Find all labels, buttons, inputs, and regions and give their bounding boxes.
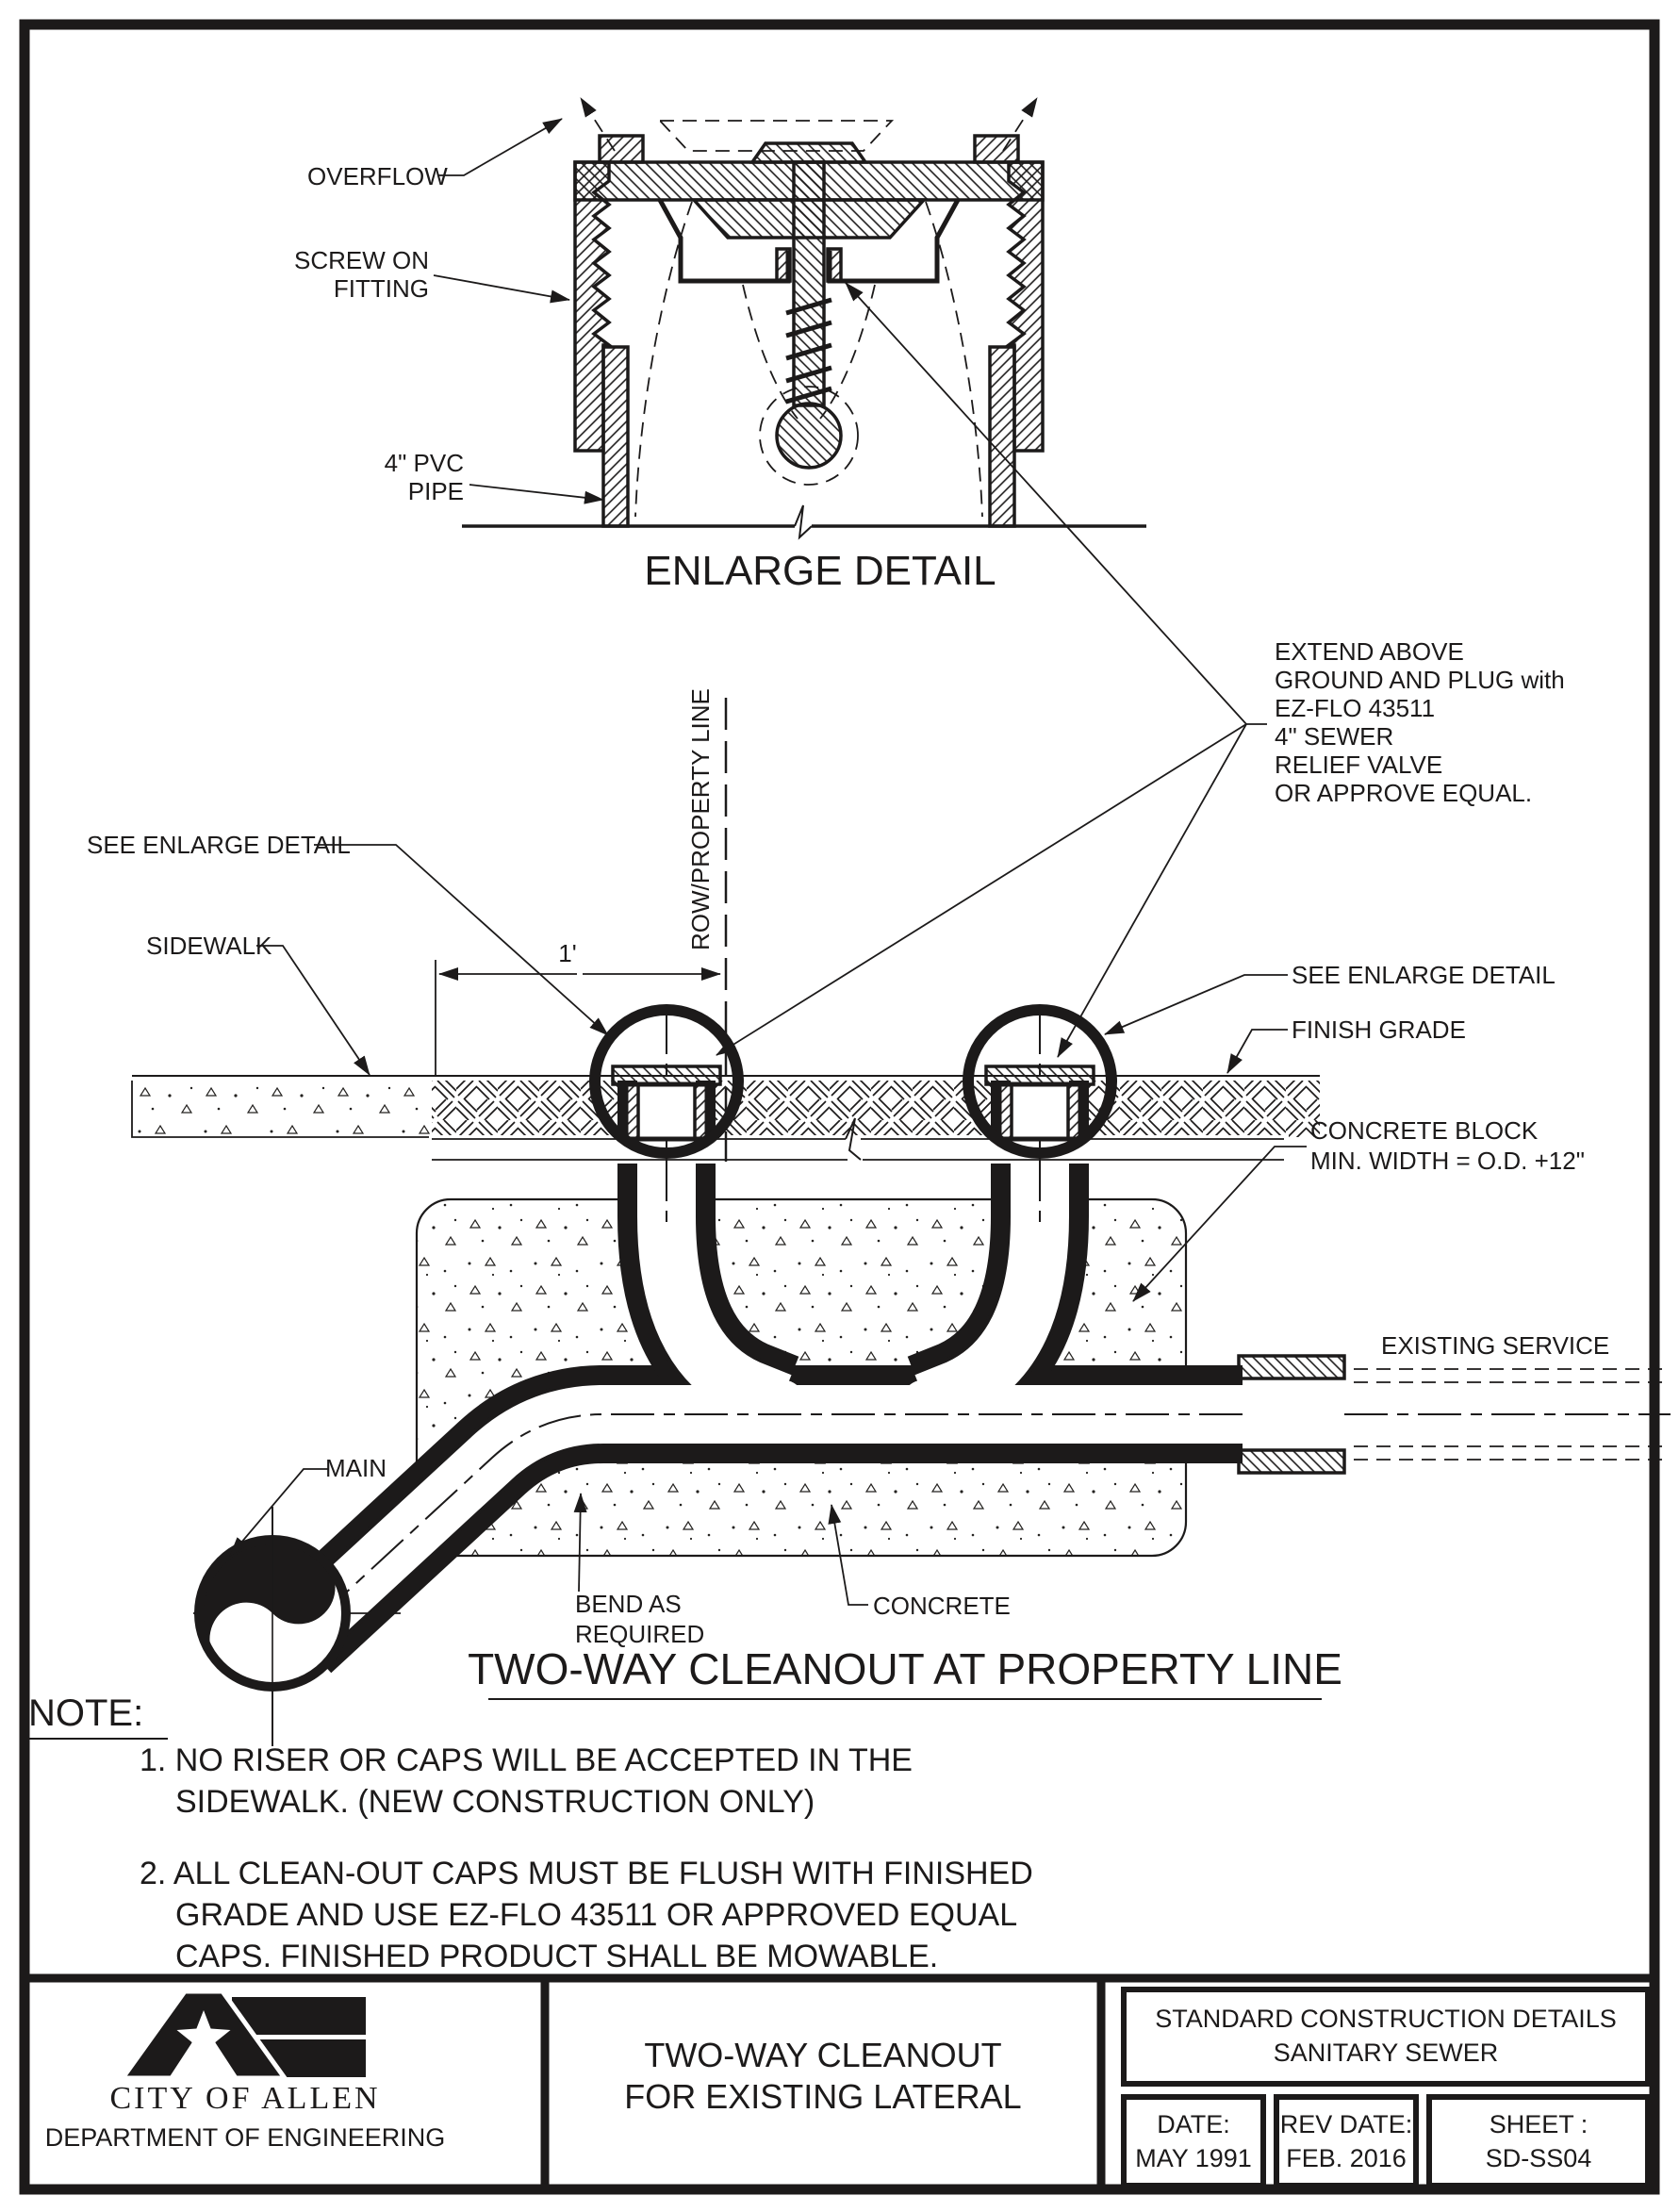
enlarge-detail-title: ENLARGE DETAIL <box>644 548 996 594</box>
department-name: DEPARTMENT OF ENGINEERING <box>44 2123 446 2152</box>
subgrade-band <box>432 1081 1320 1137</box>
detail-ground-break-icon <box>795 505 812 537</box>
overflow-leader <box>437 119 562 175</box>
date-label: DATE: <box>1157 2110 1230 2138</box>
concrete-block-label-2: MIN. WIDTH = O.D. +12" <box>1310 1147 1585 1175</box>
sidewalk-leader <box>256 946 370 1075</box>
svg-text:RELIEF VALVE: RELIEF VALVE <box>1275 751 1443 779</box>
sidewalk-band <box>132 1081 432 1137</box>
series-box <box>1124 1989 1648 2084</box>
main-label: MAIN <box>325 1454 387 1482</box>
finish-grade-label: FINISH GRADE <box>1292 1015 1466 1044</box>
screw-on-leader <box>434 275 569 300</box>
screw-on-label-1: SCREW ON <box>294 246 429 274</box>
note-2-line-1: 2. ALL CLEAN-OUT CAPS MUST BE FLUSH WITH FINISHED <box>140 1856 1033 1891</box>
agency-name: CITY OF ALLEN <box>109 2081 381 2116</box>
cup-tab-right <box>828 249 841 281</box>
plan-figure <box>87 283 1671 1746</box>
enlarge-detail-figure <box>294 98 1146 594</box>
svg-text:EXTEND ABOVE: EXTEND ABOVE <box>1275 637 1464 666</box>
svg-text:GROUND AND PLUG with: GROUND AND PLUG with <box>1275 666 1565 694</box>
pvc-pipe-wall-left <box>603 347 628 526</box>
pvc-pipe-wall-right <box>990 347 1014 526</box>
svg-text:OR APPROVE EQUAL.: OR APPROVE EQUAL. <box>1275 779 1533 807</box>
concrete-label: CONCRETE <box>873 1592 1011 1620</box>
cap-tab-left <box>600 136 643 162</box>
svg-text:EZ-FLO 43511: EZ-FLO 43511 <box>1275 694 1436 722</box>
extend-note <box>1275 637 1565 807</box>
existing-service <box>1239 1356 1671 1473</box>
cap-tab-right <box>975 136 1018 162</box>
screw-on-label-2: FITTING <box>333 274 429 303</box>
sheet-value: SD-SS04 <box>1485 2144 1592 2172</box>
note-1-line-1: 1. NO RISER OR CAPS WILL BE ACCEPTED IN THE <box>140 1742 913 1778</box>
bend-label-1: BEND AS <box>575 1590 682 1618</box>
overflow-label: OVERFLOW <box>307 162 448 190</box>
dimension-1ft <box>439 939 720 974</box>
svg-text:4" SEWER: 4" SEWER <box>1275 722 1394 751</box>
sheet-title-line-2: FOR EXISTING LATERAL <box>624 2077 1022 2116</box>
sheet-label: SHEET : <box>1489 2110 1588 2138</box>
row-property-line-label: ROW/PROPERTY LINE <box>686 688 715 950</box>
existing-service-label: EXISTING SERVICE <box>1381 1331 1610 1360</box>
bend-label-2: REQUIRED <box>575 1620 705 1648</box>
cleanout-cap-left <box>613 1066 720 1139</box>
series-line-1: STANDARD CONSTRUCTION DETAILS <box>1155 2005 1617 2033</box>
notes <box>28 1692 1033 1974</box>
see-enlarge-left-label: SEE ENLARGE DETAIL <box>87 831 351 859</box>
city-of-allen-logo <box>123 1991 366 2078</box>
finish-grade-leader <box>1227 1030 1288 1073</box>
pvc-leader <box>469 485 603 500</box>
note-2-line-2: GRADE AND USE EZ-FLO 43511 OR APPROVED EQUAL <box>175 1897 1018 1933</box>
date-value: MAY 1991 <box>1135 2144 1252 2172</box>
screw-ball <box>777 404 841 468</box>
pvc-label-2: PIPE <box>407 477 464 505</box>
cap-boss <box>752 143 865 162</box>
cup-tab-left <box>777 249 790 281</box>
sheet-title-line-1: TWO-WAY CLEANOUT <box>644 2036 1002 2074</box>
cleanout-cap-right <box>986 1066 1094 1139</box>
plan-title: TWO-WAY CLEANOUT AT PROPERTY LINE <box>468 1644 1342 1693</box>
see-enlarge-right-label: SEE ENLARGE DETAIL <box>1292 961 1556 989</box>
concrete-block-label-1: CONCRETE BLOCK <box>1310 1116 1539 1145</box>
series-line-2: SANITARY SEWER <box>1273 2039 1499 2067</box>
rev-date-value: FEB. 2016 <box>1286 2144 1407 2172</box>
pvc-label-1: 4" PVC <box>384 449 464 477</box>
dim-text: 1' <box>558 939 577 967</box>
note-1-line-2: SIDEWALK. (NEW CONSTRUCTION ONLY) <box>175 1784 815 1820</box>
notes-heading: NOTE: <box>28 1692 144 1734</box>
sidewalk-label: SIDEWALK <box>146 932 272 960</box>
see-enlarge-right-leader <box>1105 975 1288 1034</box>
note-2-line-3: CAPS. FINISHED PRODUCT SHALL BE MOWABLE. <box>175 1939 939 1974</box>
rev-date-label: REV DATE: <box>1279 2110 1413 2138</box>
